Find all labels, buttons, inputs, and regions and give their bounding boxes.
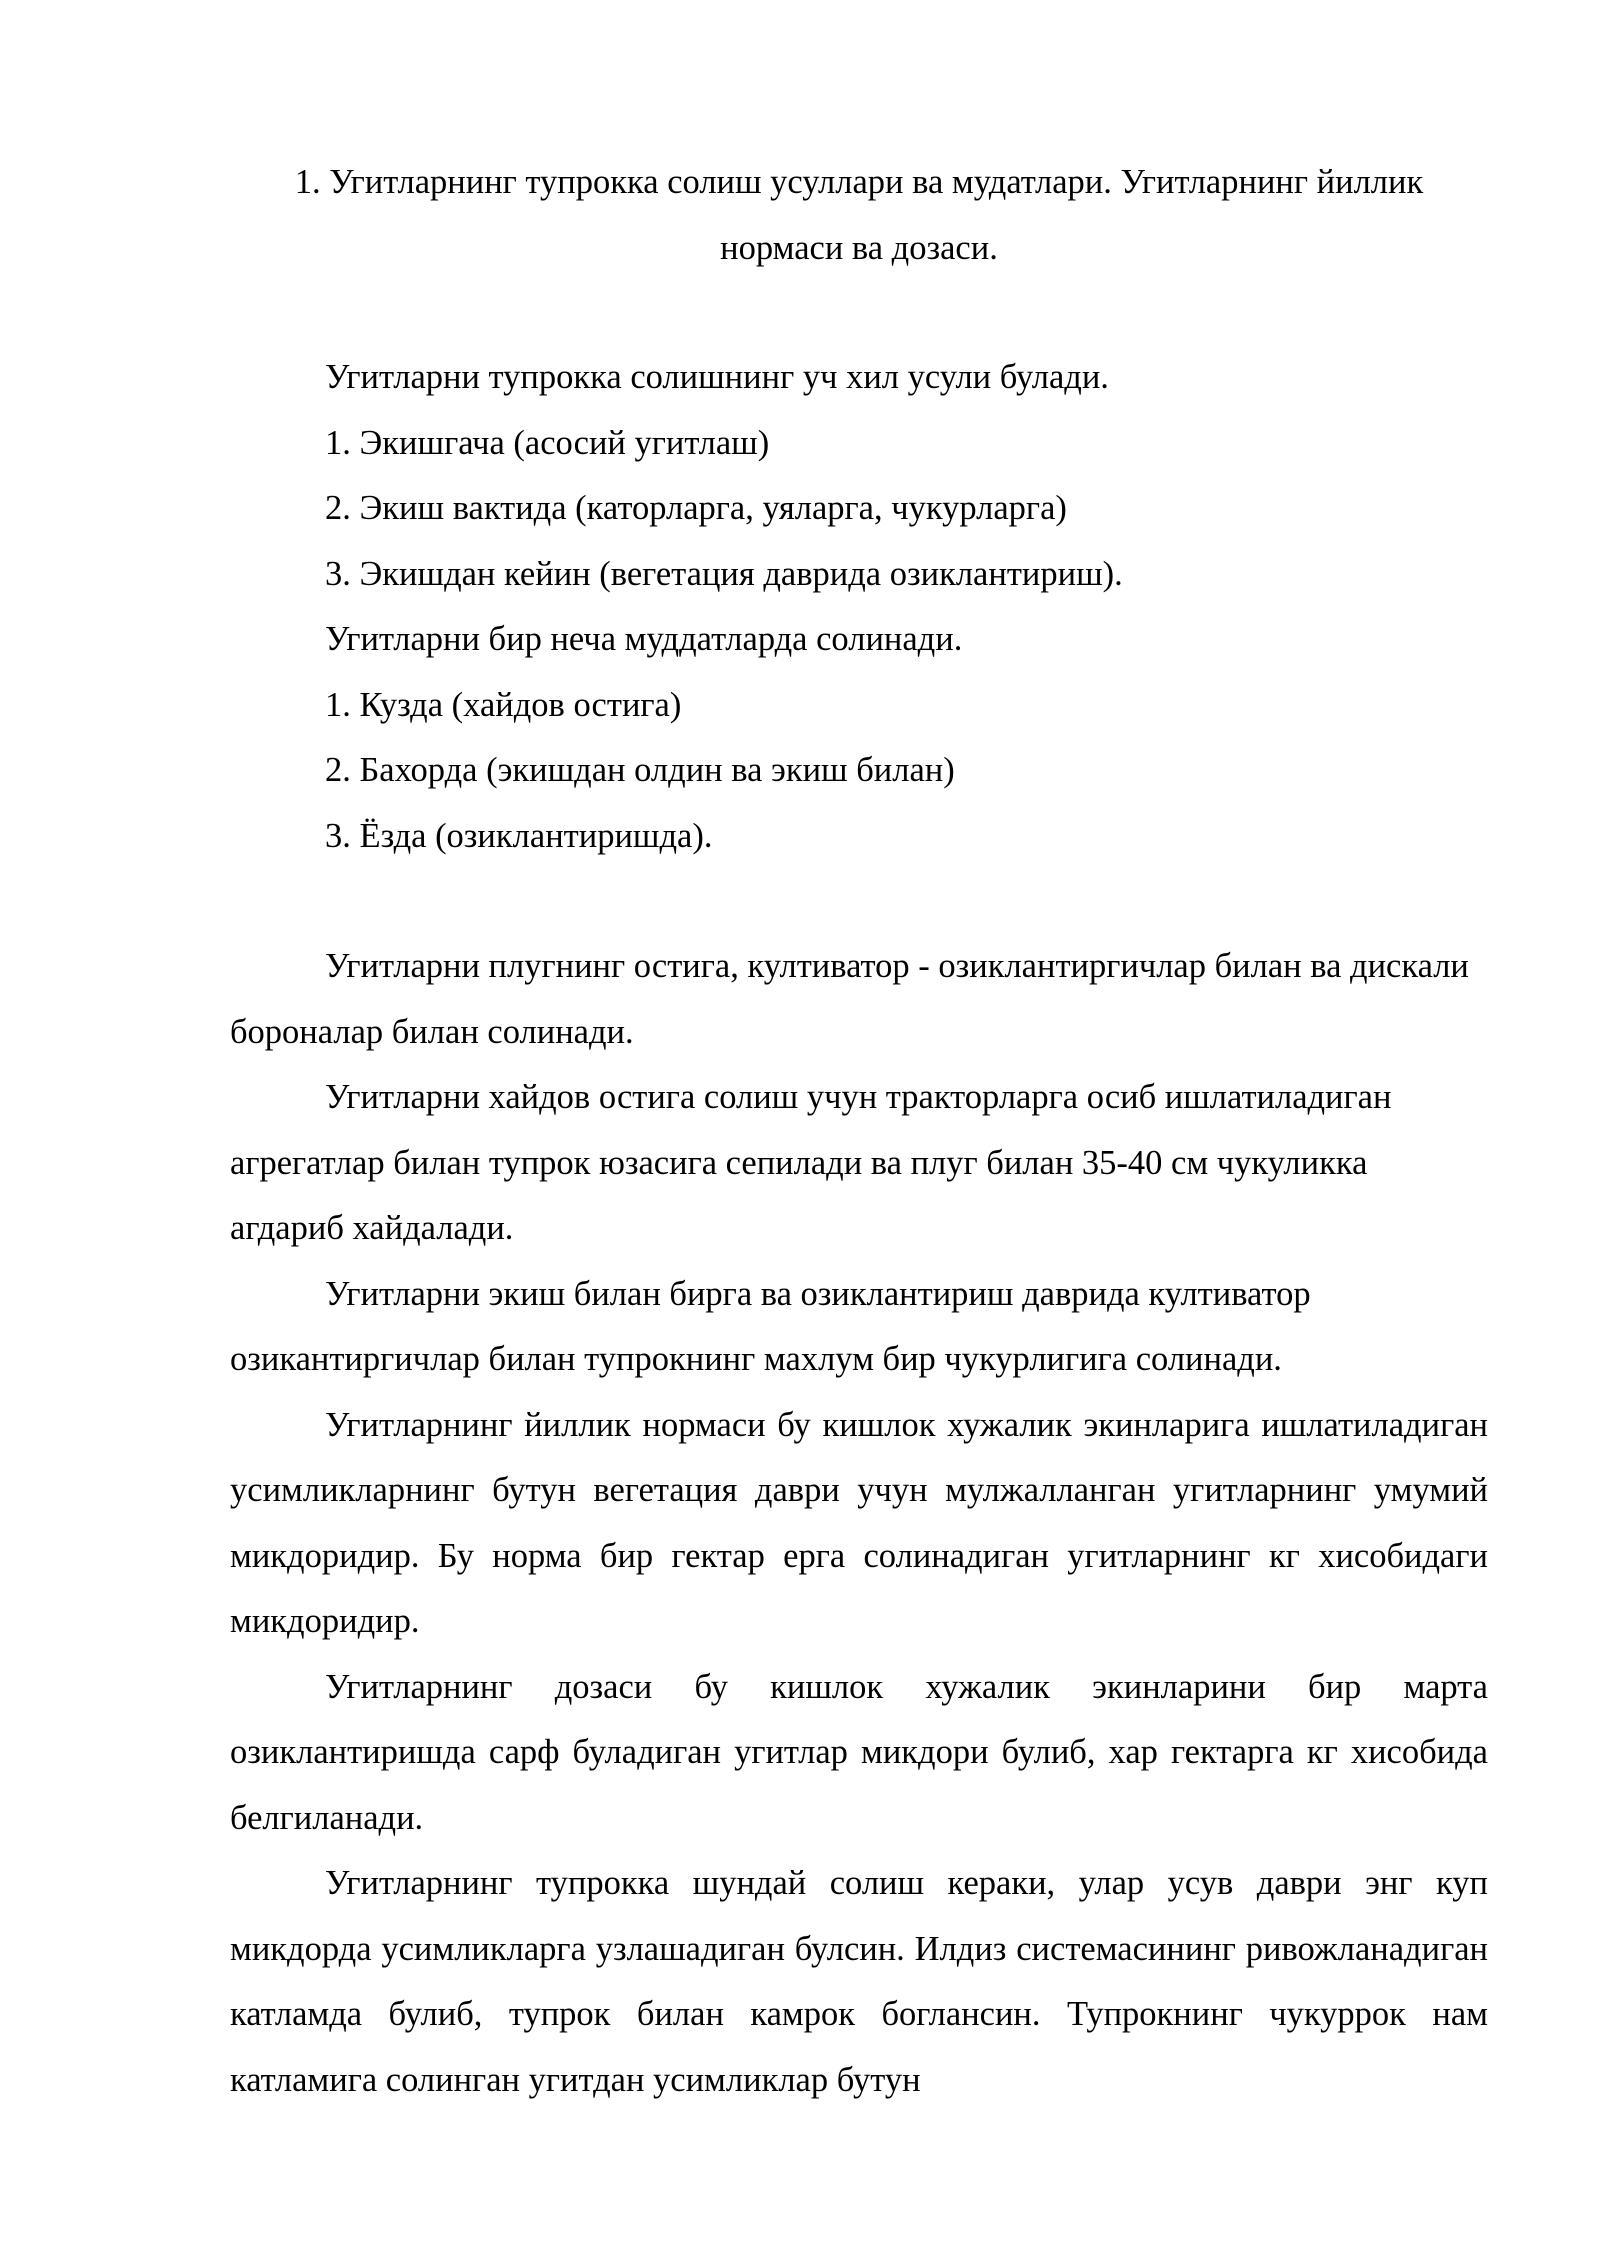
- document-heading: [230, 150, 1488, 281]
- methods-intro: Угитларни тупрокка солишнинг уч хил усули булади.: [325, 358, 1109, 396]
- body-paragraph: Угитларнинг дозаси бу кишлок хужалик экинларини бир марта озиклантиришда сарф буладиган угитлар микдори булиб, хар гектарга кг хисобида белгиланади.: [230, 1667, 1488, 1837]
- terms-intro: Угитларни бир неча муддатларда солинади.: [325, 620, 963, 658]
- spacer: [230, 869, 1488, 934]
- methods-item: 3. Экишдан кейин (вегетация даврида озиклантириш).: [325, 554, 1123, 593]
- terms-item: 2. Бахорда (экишдан олдин ва экиш билан): [325, 751, 955, 789]
- body-paragraph: Угитларни хайдов остига солиш учун тракторларга осиб ишлатиладиган агрегатлар билан тупрок юзасига сепилади ва плуг билан 35-40 см чукуликка агдариб хайдалади.: [230, 1078, 1392, 1247]
- heading-line-1: 1. Угитларнинг тупрокка солиш усуллари ва мудатлари. Угитларнинг йиллик: [294, 163, 1424, 201]
- spacer: [230, 281, 1488, 345]
- methods-item: 1. Экишгача (асосий угитлаш): [325, 423, 770, 462]
- methods-section: [230, 345, 1488, 607]
- body-text: [230, 934, 1488, 2113]
- body-paragraph: Угитларнинг йиллик нормаси бу кишлок хужалик экинларига ишлатиладиган усимликларнинг бутун вегетация даври учун мулжалланган угитларнинг умумий микдоридир. Бу норма бир гектар ерга солинадиган угитларнинг кг хисобидаги микдоридир.: [230, 1405, 1488, 1640]
- document-page: [230, 150, 1488, 2113]
- terms-item: 1. Кузда (хайдов остига): [325, 685, 682, 724]
- terms-item: 3. Ёзда (озиклантиришда).: [325, 816, 713, 855]
- heading-line-2: нормаси ва дозаси.: [720, 228, 998, 267]
- body-paragraph: Угитларни экиш билан бирга ва озиклантириш даврида култиватор озикантиргичлар билан тупрокнинг махлум бир чукурлигига солинади.: [230, 1274, 1311, 1378]
- methods-item: 2. Экиш вактида (каторларга, уяларга, чукурларга): [325, 489, 1067, 527]
- body-paragraph: Угитларнинг тупрокка шундай солиш кераки, улар усув даври энг куп микдорда усимликларга узлашадиган булсин. Илдиз системасининг ривожланадиган катламда булиб, тупрок билан камрок боглансин. Тупрокнинг чукуррок нам катламига солинган угитдан усимликлар бутун: [230, 1864, 1488, 2099]
- terms-section: [230, 607, 1488, 869]
- body-paragraph: Угитларни плугнинг остига, култиватор - озиклантиргичлар билан ва дискали бороналар билан солинади.: [230, 947, 1469, 1051]
